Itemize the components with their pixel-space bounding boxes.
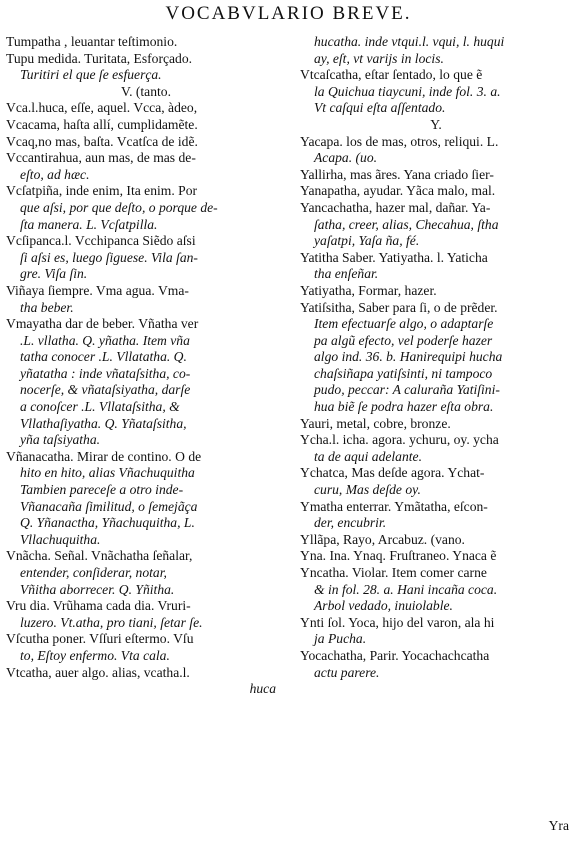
entry-line: Yatiſsitha, Saber para ſi, o de prẽder.	[300, 299, 498, 315]
entry-line: Vt caſqui eſta aſſentado.	[314, 100, 446, 116]
entry-line: Yanapatha, ayudar. Yãca malo, mal.	[300, 183, 496, 199]
entry-line: Vñitha aborrecer. Q. Yñitha.	[20, 581, 175, 597]
entry-line: Yallirha, mas ãres. Yana criado ſier-	[300, 166, 494, 182]
entry-line: Vcſatpiña, inde enim, Ita enim. Por	[6, 183, 198, 199]
entry-line: Arbol vedado, inuiolable.	[314, 598, 453, 614]
entry-line: Tambien pareceſe a otro inde-	[20, 482, 184, 498]
entry-line: Vcacama, haſta allí, cumplidamẽte.	[6, 116, 198, 132]
entry-line: Ycha.l. icha. agora. ychuru, oy. ycha	[300, 432, 499, 448]
entry-line: Yncatha. Violar. Item comer carne	[300, 565, 487, 580]
entry-line: tha beber.	[20, 299, 74, 315]
entry-line: curu, Mas deſde oy.	[314, 482, 421, 498]
entry-line: & in fol. 28. a. Hani incaña coca.	[314, 581, 498, 597]
entry-line: Yancachatha, hazer mal, dañar. Ya-	[300, 199, 491, 215]
entry-line: Y.	[430, 116, 442, 132]
entry-line: Yatiyatha, Formar, hazer.	[300, 282, 437, 298]
entry-line: chaſsiñapa yatiſsinti, ni tampoco	[314, 365, 493, 381]
entry-line: entender, conſiderar, notar,	[20, 565, 167, 580]
entry-line: Viñaya ſiempre. Vma agua. Vma-	[6, 282, 189, 298]
entry-line: V. (tanto.	[121, 83, 171, 99]
left-column	[6, 34, 286, 698]
entry-line: algo ind. 36. b. Hanirequipi hucha	[314, 349, 503, 365]
entry-line: Vſcutha poner. Vſſuri eſtermo. Vſu	[6, 631, 194, 647]
entry-line: pa algũ efecto, vel poderſe hazer	[314, 332, 493, 348]
entry-line: Vca.l.huca, eſſe, aquel. Vcca, àdeo,	[6, 100, 198, 116]
entry-line: que aſsi, por que deſto, o porque de-	[20, 199, 218, 215]
entry-line: yña taſsiyatha.	[20, 432, 101, 448]
entry-line: actu parere.	[314, 664, 380, 680]
entry-line: Turitiri el que ſe esfuerça.	[20, 67, 162, 83]
entry-line: hua biẽ ſe podra hazer eſta obra.	[314, 399, 494, 415]
entry-line: Ymatha enterrar. Ymãtatha, eſcon-	[300, 498, 488, 514]
entry-line: Ychatca, Mas deſde agora. Ychat-	[300, 465, 485, 481]
entry-line: Yacapa. los de mas, otros, reliqui. L.	[300, 133, 499, 149]
entry-line: Ynti ſol. Yoca, hijo del varon, ala hi	[300, 614, 495, 630]
entry-line: Vru dia. Vrũhama cada dia. Vruri-	[6, 598, 191, 614]
right-column	[300, 34, 572, 681]
entry-line: hucatha. inde vtqui.l. vqui, l. huqui	[314, 34, 505, 49]
entry-line: nocerſe, & vñataſsiyatha, darſe	[20, 382, 191, 398]
entry-line: gre. Viſa ſin.	[20, 266, 88, 282]
entry-line: yñatatha : inde vñataſsitha, co-	[20, 365, 191, 381]
entry-line: huca	[249, 681, 276, 697]
entry-line: ſta manera. L. Vcſatpilla.	[20, 216, 158, 232]
entry-line: ja Pucha.	[314, 631, 367, 647]
catchword: Yra	[548, 818, 569, 833]
entry-line: Vllachuquitha.	[20, 531, 101, 547]
entry-line: Vtcatha, auer algo. alias, vcatha.l.	[6, 664, 190, 680]
entry-line: .L. vllatha. Q. yñatha. Item vña	[20, 332, 190, 348]
entry-line: Tumpatha , leuantar teſtimonio.	[6, 34, 178, 49]
entry-line: der, encubrir.	[314, 515, 387, 531]
entry-line: Vccantirahua, aun mas, de mas de-	[6, 150, 196, 166]
entry-line: Acapa. (uo.	[314, 150, 378, 166]
page-title: VOCABVLARIO BREVE.	[165, 3, 412, 24]
entry-line: Vllathaſiyatha. Q. Yñataſsitha,	[20, 415, 187, 431]
entry-line: ſi aſsi es, luego ſiguese. Vila ſan-	[20, 249, 198, 265]
entry-line: Vmayatha dar de beber. Vñatha ver	[6, 316, 199, 332]
entry-line: Tupu medida. Turitata, Esforçado.	[6, 50, 193, 66]
entry-line: Yatitha Saber. Yatiyatha. l. Yaticha	[300, 249, 488, 265]
entry-line: Vñanacaña ſimilitud, o ſemejãça	[20, 498, 198, 514]
entry-line: Yauri, metal, cobre, bronze.	[300, 415, 451, 431]
entry-line: Q. Yñanactha, Yñachuquitha, L.	[20, 515, 195, 531]
entry-line: eſto, ad hæc.	[20, 166, 90, 182]
entry-line: Vñanacatha. Mirar de contino. O de	[6, 448, 202, 464]
entry-line: ta de aqui adelante.	[314, 448, 422, 464]
entry-line: ay, eſt, vt varijs in locis.	[314, 50, 444, 66]
entry-line: a conoſcer .L. Vllataſsitha, &	[20, 399, 180, 415]
entry-line: yaſatpi, Yaſa ña, fé.	[314, 233, 420, 249]
entry-line: to, Eſtoy enfermo. Vta cala.	[20, 647, 170, 663]
entry-line: tatha conocer .L. Vllatatha. Q.	[20, 349, 187, 365]
entry-line: Item efectuarſe algo, o adaptarſe	[314, 316, 494, 332]
entry-line: Vcſipanca.l. Vcchipanca Siẽdo aſsi	[6, 233, 196, 249]
entry-line: luzero. Vt.atha, pro tiani, ſetar ſe.	[20, 614, 203, 630]
entry-line: Yllãpa, Rayo, Arcabuz. (vano.	[300, 531, 465, 547]
entry-line: Yna. Ina. Ynaq. Fruſtraneo. Ynaca ẽ	[300, 548, 497, 564]
entry-line: Vnãcha. Señal. Vnãchatha ſeñalar,	[6, 548, 193, 564]
entry-line: pudo, peccar: A caluraña Yatiſini-	[314, 382, 500, 398]
entry-line: Vtcaſcatha, eſtar ſentado, lo que ẽ	[300, 67, 483, 83]
entry-line: ſatha, creer, alias, Checahua, ſtha	[314, 216, 499, 232]
entry-line: tha enſeñar.	[314, 266, 379, 282]
entry-line: hito en hito, alias Vñachuquitha	[20, 465, 195, 481]
entry-line: Vcaq,no mas, baſta. Vcatſca de idẽ.	[6, 133, 198, 149]
entry-line: la Quichua tiaycuni, inde fol. 3. a.	[314, 83, 501, 99]
entry-line: Yocachatha, Parir. Yocachachcatha	[300, 647, 490, 663]
